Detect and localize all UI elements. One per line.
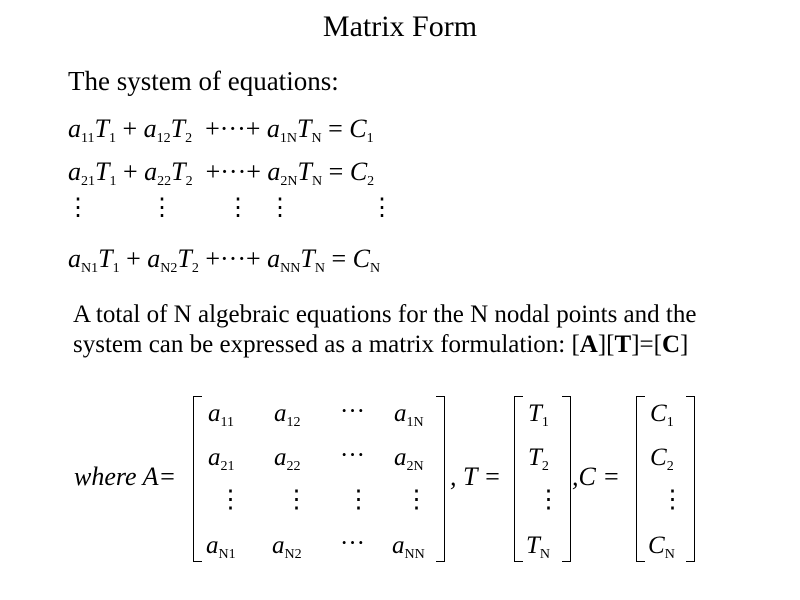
intro-text: The system of equations: xyxy=(68,66,339,96)
a-cell-r2c1: $a_{21}$ xyxy=(208,444,235,474)
a-vdots-c2: ⋮ xyxy=(284,486,309,513)
a-cell-r2c2: $a_{22}$ xyxy=(274,444,301,474)
a-vdots-c3: ⋮ xyxy=(346,486,371,513)
t-vdots: ⋮ xyxy=(536,486,561,513)
c-cell-2: $C_2$ xyxy=(650,444,674,474)
a-cell-r1c3: ··· xyxy=(340,398,365,425)
a-cell-r2c4: $a_{2N}$ xyxy=(394,444,424,474)
a-cell-rnc2: $a_{N2}$ xyxy=(272,532,302,562)
c-cell-n: $C_N$ xyxy=(648,532,675,562)
a-vdots-c1: ⋮ xyxy=(218,486,243,513)
vdots-3: ⋮ xyxy=(226,195,250,221)
matrix-c-right-bracket xyxy=(686,396,695,562)
a-cell-r1c2: $a_{12}$ xyxy=(274,400,301,430)
equation-row-n: $a_{N1}T_1 + a_{N2}T_2$ +···+ $a_{NN}T_N = C_N$ xyxy=(68,244,381,276)
a-cell-r1c4: $a_{1N}$ xyxy=(394,400,424,430)
a-cell-rnc4: $a_{NN}$ xyxy=(392,532,425,562)
vdots-2: ⋮ xyxy=(150,195,174,221)
a-cell-r1c1: $a_{11}$ xyxy=(208,400,234,430)
vdots-4: ⋮ xyxy=(268,195,292,221)
t-cell-2: $T_2$ xyxy=(528,444,549,474)
slide-title: Matrix Form xyxy=(322,10,478,43)
equation-row-1: $a_{11}T_1 + a_{12}T_2$ +···+ $a_{1N}T_N = C_1$ xyxy=(68,114,374,146)
a-vdots-c4: ⋮ xyxy=(404,486,429,513)
matrix-a-left-bracket xyxy=(193,396,202,562)
vdots-1: ⋮ xyxy=(66,195,90,221)
matrix-c-left-bracket xyxy=(636,396,645,562)
a-cell-rnc3: ··· xyxy=(340,530,365,557)
vdots-5: ⋮ xyxy=(370,195,394,221)
t-cell-1: $T_1$ xyxy=(528,400,549,430)
matrix-a-right-bracket xyxy=(436,396,445,562)
description-paragraph: A total of N algebraic equations for the N nodal points and the system can be expressed as a matrix formulation: [A][T]=[C] xyxy=(73,301,697,358)
a-cell-rnc1: $a_{N1}$ xyxy=(206,532,236,562)
c-cell-1: $C_1$ xyxy=(650,400,674,430)
c-equals-label: ,C = xyxy=(572,462,620,491)
t-equals-label: , T = xyxy=(450,462,502,491)
matrix-t-right-bracket xyxy=(562,396,571,562)
t-cell-n: $T_N$ xyxy=(526,532,551,562)
matrix-t-left-bracket xyxy=(514,396,523,562)
where-label: where A= xyxy=(74,462,177,491)
equation-row-2: $a_{21}T_1 + a_{22}T_2$ +···+ $a_{2N}T_N = C_2$ xyxy=(68,157,375,189)
c-vdots: ⋮ xyxy=(660,486,685,513)
a-cell-r2c3: ··· xyxy=(340,442,365,469)
